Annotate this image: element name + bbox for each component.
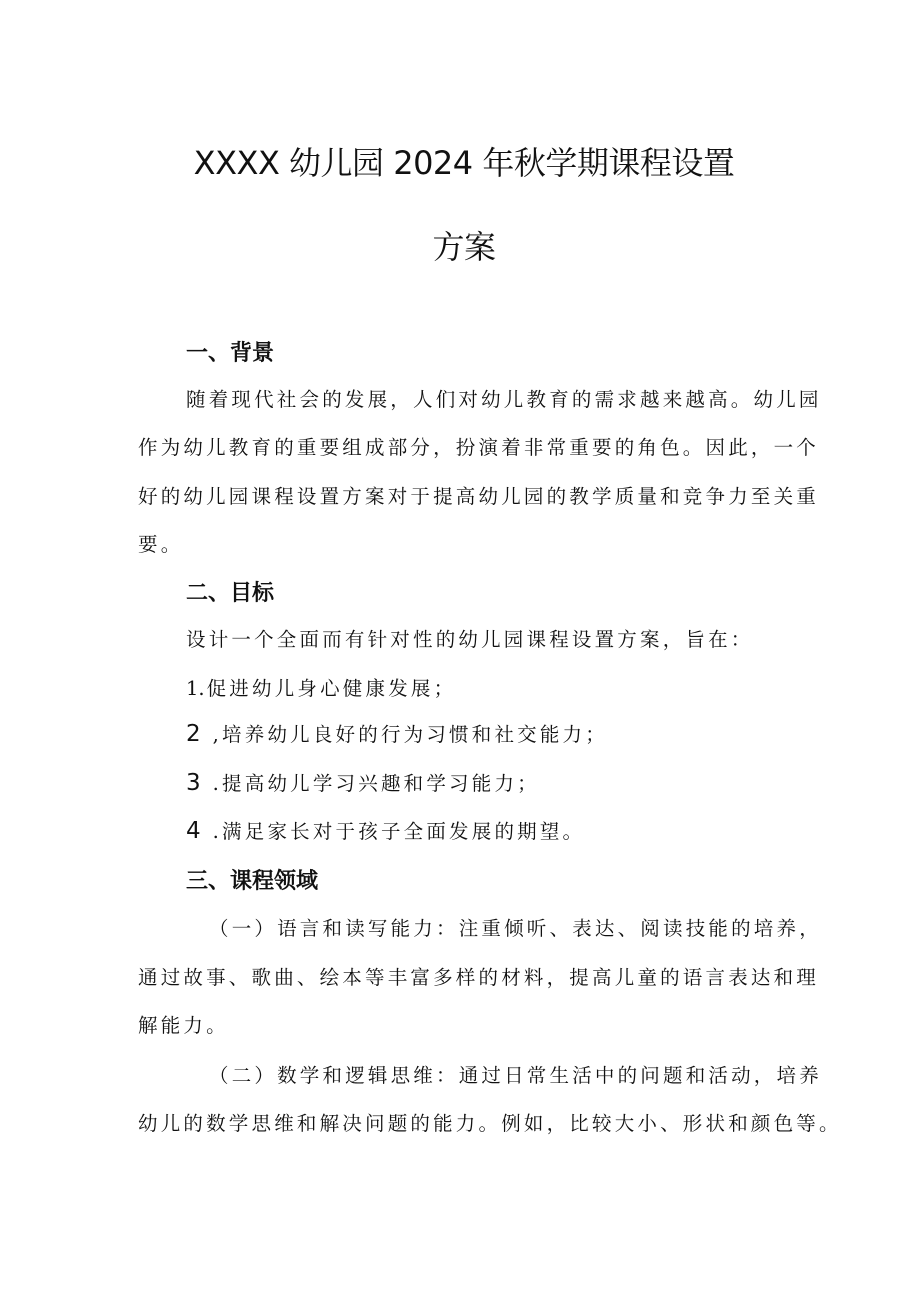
section-heading-goals: 二、目标 <box>186 581 275 606</box>
goal-item-number: 3 <box>186 770 201 796</box>
document-title-line-1: XXXX 幼儿园 2024 年秋学期课程设置 <box>193 144 735 182</box>
paragraph-line: 幼儿的数学思维和解决问题的能力。例如，比较大小、形状和颜色等。 <box>138 1112 842 1135</box>
goals-intro: 设计一个全面而有针对性的幼儿园课程设置方案，旨在： <box>186 628 754 651</box>
goal-item-number: 1. <box>186 677 205 700</box>
goal-item-number: 2 <box>186 721 201 747</box>
paragraph-line: （一）语言和读写能力：注重倾听、表达、阅读技能的培养， <box>209 917 822 940</box>
paragraph-line: 随着现代社会的发展，人们对幼儿教育的需求越来越高。幼儿园 <box>186 388 822 411</box>
paragraph-line: 要。 <box>138 533 184 556</box>
paragraph-line: 通过故事、歌曲、绘本等丰富多样的材料，提高儿童的语言表达和理 <box>138 966 820 989</box>
document-title-line-2: 方案 <box>432 228 496 266</box>
paragraph-line: 作为幼儿教育的重要组成部分，扮演着非常重要的角色。因此，一个 <box>138 436 820 459</box>
goal-item <box>186 673 456 701</box>
section-heading-background: 一、背景 <box>186 341 275 366</box>
goal-item <box>186 768 540 796</box>
paragraph-line: 解能力。 <box>138 1014 229 1037</box>
paragraph-line: （二）数学和逻辑思维：通过日常生活中的问题和活动，培养 <box>209 1064 822 1087</box>
goal-item-text: ,培养幼儿良好的行为习惯和社交能力； <box>212 723 608 746</box>
goal-item-text: 促进幼儿身心健康发展； <box>206 677 457 700</box>
goal-item <box>186 719 608 747</box>
paragraph-line: 好的幼儿园课程设置方案对于提高幼儿园的教学质量和竞争力至关重 <box>138 485 820 508</box>
goal-item-text: .提高幼儿学习兴趣和学习能力； <box>212 772 540 795</box>
section-heading-domains: 三、课程领域 <box>186 869 319 894</box>
goal-item-number: 4 <box>186 818 201 844</box>
goal-item-text: .满足家长对于孩子全面发展的期望。 <box>212 820 586 843</box>
goal-item <box>186 816 585 844</box>
